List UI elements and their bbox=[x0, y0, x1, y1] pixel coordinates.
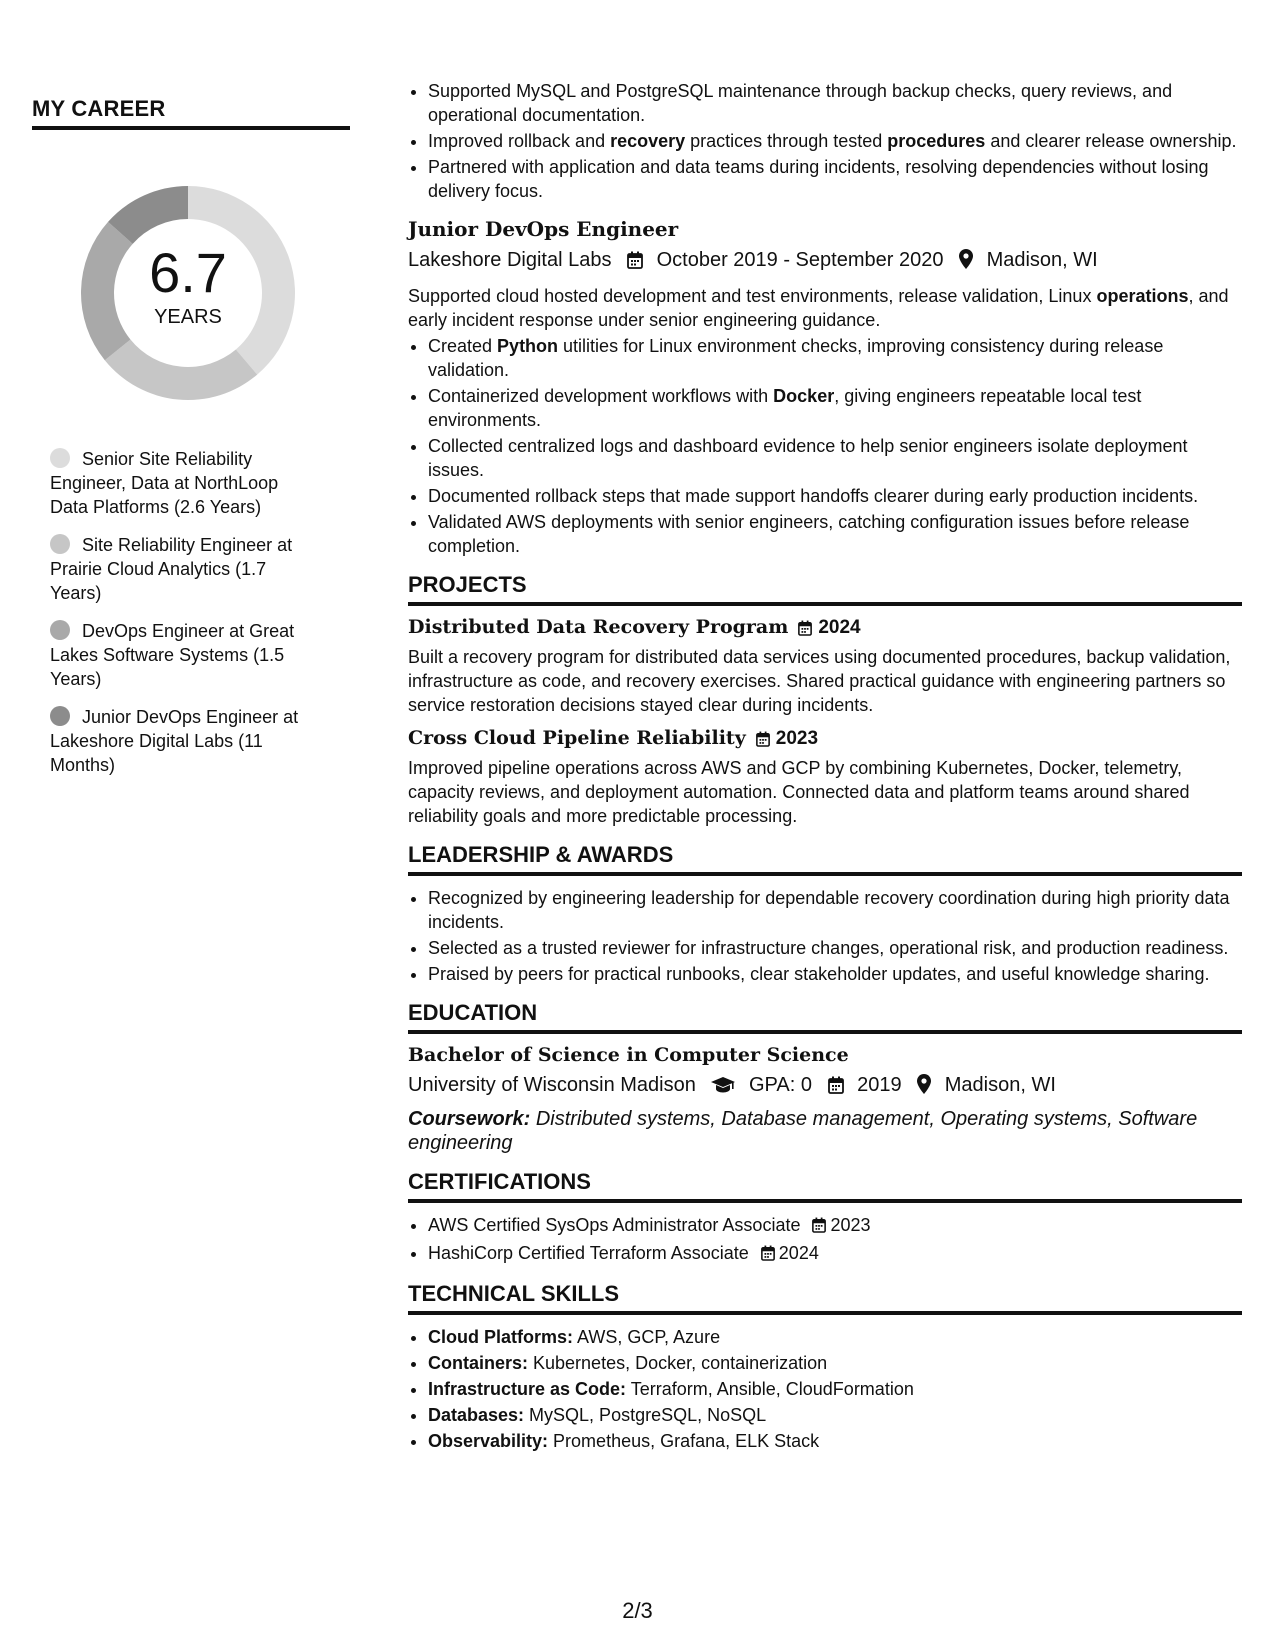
page-number: 2/3 bbox=[622, 1598, 653, 1623]
legend-item bbox=[50, 533, 310, 605]
text-run: Partnered with application and data teams during incidents, resolving dependencies without losing delivery focus. bbox=[428, 157, 1209, 201]
skill-values: Kubernetes, Docker, containerization bbox=[528, 1353, 828, 1373]
project-title bbox=[408, 616, 1242, 641]
legend-dot-icon bbox=[50, 448, 70, 468]
education-location: Madison, WI bbox=[944, 1074, 1056, 1096]
calendar-icon bbox=[812, 1215, 826, 1239]
skill-category: Observability: bbox=[428, 1431, 549, 1451]
legend-label: Site Reliability Engineer at Prairie Cloud Analytics (1.7 Years) bbox=[50, 535, 293, 603]
leadership-item: • Selected as a trusted reviewer for infrastructure changes, operational risk, and production readiness. bbox=[428, 936, 1242, 960]
leadership-item: • Recognized by engineering leadership for dependable recovery coordination during high priority data incidents. bbox=[428, 886, 1242, 934]
career-sidebar bbox=[32, 96, 350, 791]
career-divider bbox=[32, 126, 350, 130]
skill-item bbox=[428, 1377, 1242, 1401]
skill-values: Terraform, Ansible, CloudFormation bbox=[626, 1379, 914, 1399]
skill-category: Cloud Platforms: bbox=[428, 1327, 574, 1347]
skill-values: Prometheus, Grafana, ELK Stack bbox=[548, 1431, 820, 1451]
bullet-item bbox=[428, 434, 1242, 482]
text-run: Created bbox=[428, 336, 498, 356]
coursework-text: Distributed systems, Database management, Operating systems, Software engineering bbox=[408, 1108, 1198, 1154]
skills-divider bbox=[408, 1311, 1242, 1315]
legend-dot-icon bbox=[50, 706, 70, 726]
text-run: utilities for Linux environment checks, improving consistency during release validation. bbox=[428, 336, 1164, 380]
role-summary bbox=[408, 284, 1242, 332]
skill-item bbox=[428, 1429, 1242, 1453]
degree-title: Bachelor of Science in Computer Science bbox=[408, 1044, 849, 1066]
text-run: Validated AWS deployments with senior engineers, catching configuration issues before release completion. bbox=[428, 512, 1190, 556]
career-legend bbox=[50, 447, 310, 777]
projects-divider bbox=[408, 602, 1242, 606]
bullet-item bbox=[428, 334, 1242, 382]
leadership-heading: LEADERSHIP & AWARDS bbox=[408, 842, 674, 867]
graduation-year: 2019 bbox=[857, 1074, 902, 1096]
map-pin-icon bbox=[959, 248, 973, 278]
role-location: Madison, WI bbox=[986, 249, 1098, 271]
education-divider bbox=[408, 1030, 1242, 1034]
skill-category: Infrastructure as Code: bbox=[428, 1379, 627, 1399]
career-total-unit: YEARS bbox=[154, 306, 222, 328]
bold-keyword: recovery bbox=[610, 131, 686, 151]
education-meta bbox=[408, 1070, 1242, 1103]
legend-label: Senior Site Reliability Engineer, Data at NorthLoop Data Platforms (2.6 Years) bbox=[50, 449, 279, 517]
bold-keyword: procedures bbox=[887, 131, 986, 151]
projects-list bbox=[408, 616, 1242, 828]
certification-item bbox=[428, 1213, 1242, 1239]
bullet-item bbox=[428, 129, 1242, 153]
calendar-icon bbox=[798, 619, 812, 641]
education-heading: EDUCATION bbox=[408, 1000, 538, 1025]
projects-heading: PROJECTS bbox=[408, 572, 527, 597]
project-title bbox=[408, 727, 1242, 752]
text-run: Containerized development workflows with bbox=[428, 386, 774, 406]
text-run: Collected centralized logs and dashboard evidence to help senior engineers isolate deployment issues. bbox=[428, 436, 1188, 480]
text-run: Improved rollback and bbox=[428, 131, 611, 151]
text-run: , and early incident response under senior engineering guidance. bbox=[408, 286, 1229, 330]
graduation-cap-icon bbox=[711, 1073, 735, 1103]
legend-label: DevOps Engineer at Great Lakes Software Systems (1.5 Years) bbox=[50, 621, 295, 689]
skill-category: Containers: bbox=[428, 1353, 529, 1373]
certifications-list bbox=[408, 1213, 1242, 1267]
calendar-icon bbox=[761, 1243, 775, 1267]
role-dates: October 2019 - September 2020 bbox=[656, 249, 944, 271]
project-year: 2023 bbox=[775, 728, 819, 749]
project-name: Cross Cloud Pipeline Reliability bbox=[408, 727, 746, 749]
text-run: Documented rollback steps that made support handoffs clearer during early production incidents. bbox=[428, 486, 1199, 506]
certification-year: 2023 bbox=[830, 1215, 871, 1235]
project-description: Improved pipeline operations across AWS and GCP by combining Kubernetes, Docker, telemetry, capacity reviews, and deployment automation. Connected data and platform teams around shared reliability goals and more predictable processing. bbox=[408, 758, 1190, 826]
text-run: Supported cloud hosted development and test environments, release validation, Linux bbox=[408, 286, 1097, 306]
role-bullets bbox=[408, 334, 1242, 558]
role-company: Lakeshore Digital Labs bbox=[408, 249, 612, 271]
coursework bbox=[408, 1107, 1242, 1155]
project-description: Built a recovery program for distributed data services using documented procedures, backup validation, infrastructure as code, and recovery exercises. Shared practical guidance with engineering partners so service restoration decisions stayed clear during incidents. bbox=[408, 647, 1231, 715]
career-total-years: 6.7 bbox=[149, 241, 227, 304]
donut-segment-2 bbox=[105, 340, 257, 400]
career-title: MY CAREER bbox=[32, 96, 166, 121]
calendar-icon bbox=[756, 730, 770, 752]
school-name: University of Wisconsin Madison bbox=[408, 1074, 696, 1096]
calendar-icon bbox=[627, 248, 643, 278]
leadership-divider bbox=[408, 872, 1242, 876]
skills-heading: TECHNICAL SKILLS bbox=[408, 1281, 620, 1306]
bullet-item bbox=[428, 484, 1242, 508]
text-run: practices through tested bbox=[685, 131, 888, 151]
project-year: 2024 bbox=[818, 617, 861, 638]
bold-keyword: operations bbox=[1096, 286, 1189, 306]
calendar-icon bbox=[828, 1073, 844, 1103]
bold-keyword: Python bbox=[497, 336, 559, 356]
previous-role-bullets bbox=[408, 79, 1242, 203]
career-donut-chart bbox=[68, 173, 308, 413]
project-name: Distributed Data Recovery Program bbox=[408, 616, 789, 638]
certification-year: 2024 bbox=[778, 1243, 819, 1263]
role-meta bbox=[408, 245, 1242, 278]
leadership-item: • Praised by peers for practical runbooks, clear stakeholder updates, and useful knowledge sharing. bbox=[428, 962, 1242, 986]
gpa: GPA: 0 bbox=[749, 1074, 812, 1096]
skill-item bbox=[428, 1403, 1242, 1427]
legend-label: Junior DevOps Engineer at Lakeshore Digital Labs (11 Months) bbox=[50, 707, 299, 775]
legend-item bbox=[50, 447, 310, 519]
certification-name: AWS Certified SysOps Administrator Associate bbox=[428, 1215, 801, 1235]
skill-values: MySQL, PostgreSQL, NoSQL bbox=[524, 1405, 767, 1425]
skill-values: AWS, GCP, Azure bbox=[573, 1327, 721, 1347]
skill-category: Databases: bbox=[428, 1405, 525, 1425]
legend-item bbox=[50, 705, 310, 777]
bullet-item bbox=[428, 79, 1242, 127]
map-pin-icon bbox=[917, 1073, 931, 1103]
legend-dot-icon bbox=[50, 620, 70, 640]
bullet-item bbox=[428, 155, 1242, 203]
bullet-item bbox=[428, 510, 1242, 558]
skills-list bbox=[408, 1325, 1242, 1453]
skill-item bbox=[428, 1351, 1242, 1375]
text-run: , giving engineers repeatable local test environments. bbox=[428, 386, 1142, 430]
certification-item bbox=[428, 1241, 1242, 1267]
bullet-item bbox=[428, 384, 1242, 432]
certifications-heading: CERTIFICATIONS bbox=[408, 1169, 591, 1194]
skill-item bbox=[428, 1325, 1242, 1349]
legend-item bbox=[50, 619, 310, 691]
main-content bbox=[408, 79, 1242, 1455]
text-run: Supported MySQL and PostgreSQL maintenance through backup checks, query reviews, and operational documentation. bbox=[428, 81, 1173, 125]
role-title: Junior DevOps Engineer bbox=[408, 217, 679, 241]
bold-keyword: Docker bbox=[773, 386, 835, 406]
certification-name: HashiCorp Certified Terraform Associate bbox=[428, 1243, 749, 1263]
leadership-list bbox=[408, 886, 1242, 986]
certifications-divider bbox=[408, 1199, 1242, 1203]
text-run: and clearer release ownership. bbox=[985, 131, 1237, 151]
legend-dot-icon bbox=[50, 534, 70, 554]
coursework-label: Coursework: bbox=[408, 1108, 531, 1130]
